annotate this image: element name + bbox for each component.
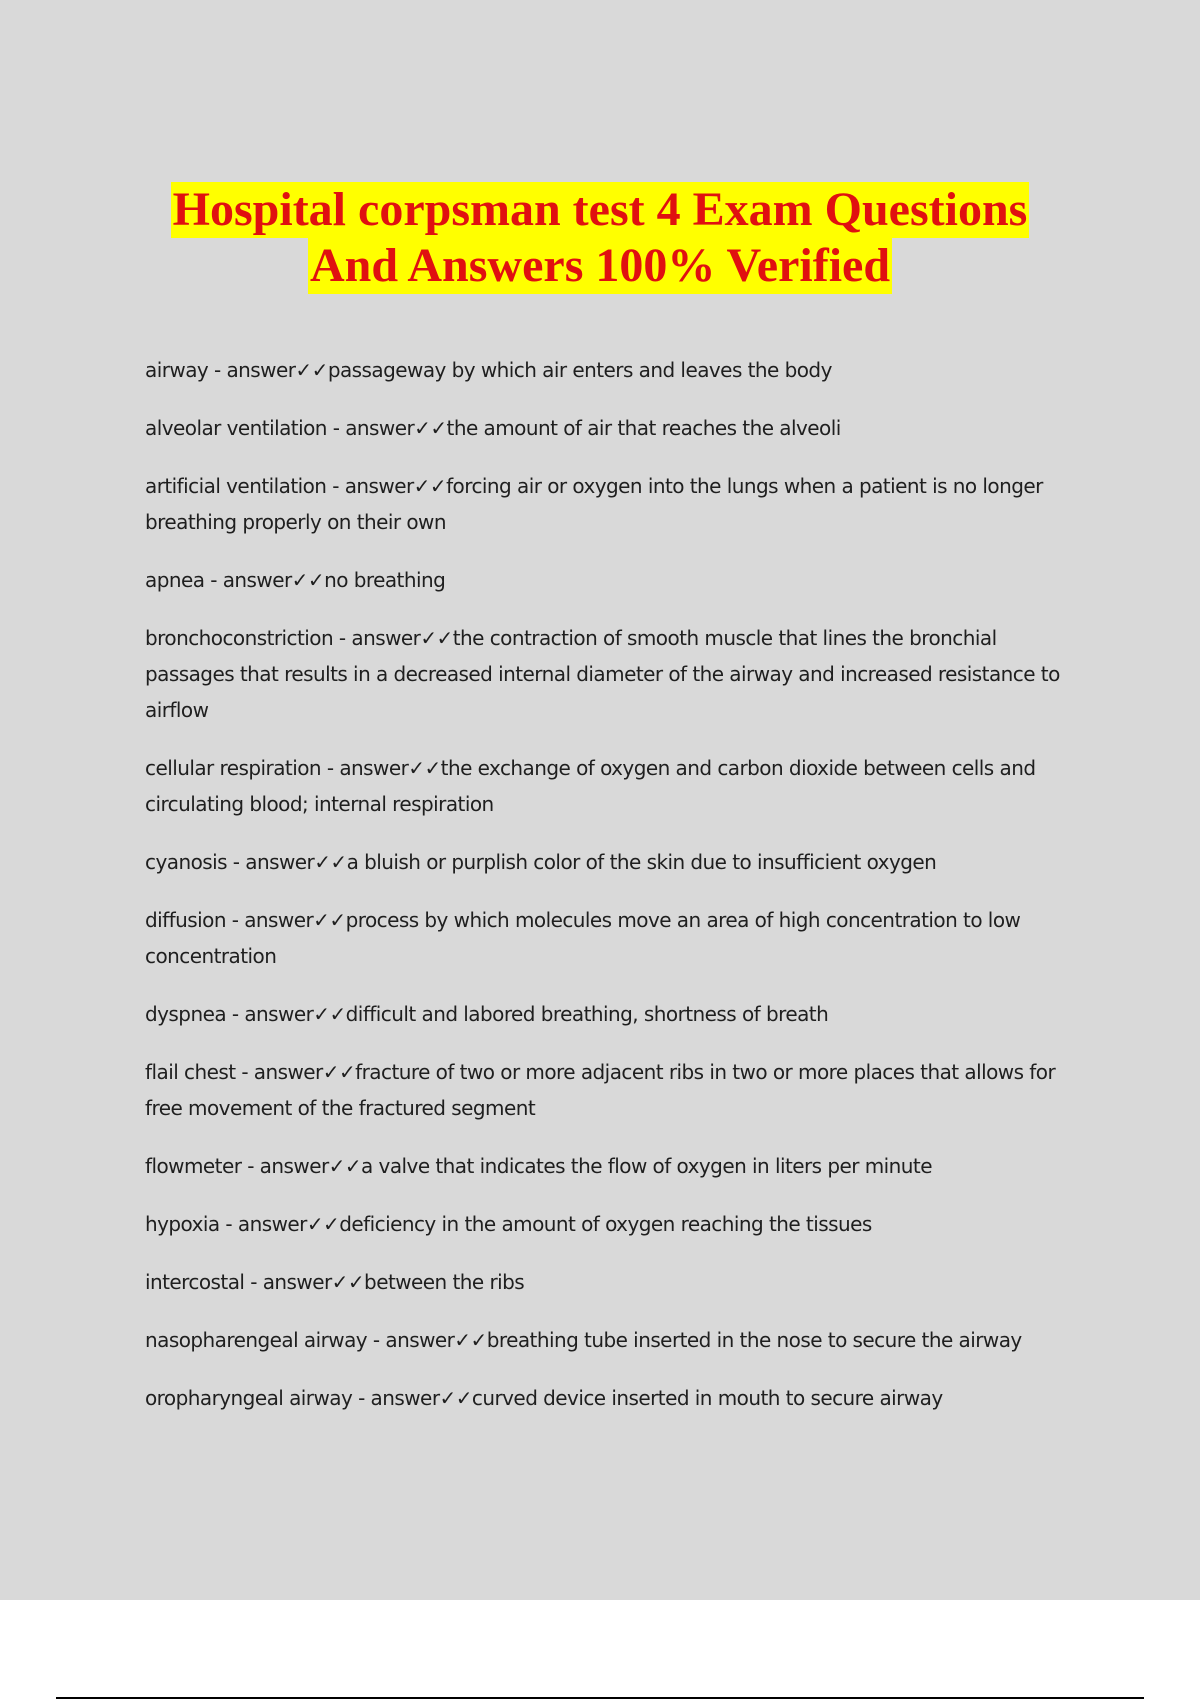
title-line-1: Hospital corpsman test 4 Exam Questions [172, 183, 1028, 236]
qa-item-airway: airway - answer✓✓passageway by which air enters and leaves the body [145, 358, 832, 382]
qa-item-oropharyngeal-airway: oropharyngeal airway - answer✓✓curved device inserted in mouth to secure airway [145, 1386, 943, 1410]
qa-item-hypoxia: hypoxia - answer✓✓deficiency in the amount of oxygen reaching the tissues [145, 1212, 872, 1236]
qa-list [145, 352, 1090, 1438]
qa-item-alveolar-ventilation: alveolar ventilation - answer✓✓the amount of air that reaches the alveoli [145, 416, 841, 440]
qa-item-dyspnea: dyspnea - answer✓✓difficult and labored breathing, shortness of breath [145, 1002, 829, 1026]
title-line-2: And Answers 100% Verified [309, 239, 891, 292]
qa-item-cyanosis: cyanosis - answer✓✓a bluish or purplish color of the skin due to insufficient oxygen [145, 850, 937, 874]
qa-item-cellular-respiration: cellular respiration - answer✓✓the exchange of oxygen and carbon dioxide between cells and circulating blood; internal respiration [145, 756, 1036, 816]
qa-item-intercostal: intercostal - answer✓✓between the ribs [145, 1270, 525, 1294]
qa-item-artificial-ventilation: artificial ventilation - answer✓✓forcing air or oxygen into the lungs when a patient is no longer breathing properly on their own [145, 474, 1043, 534]
bottom-divider [56, 1697, 1144, 1699]
qa-item-flowmeter: flowmeter - answer✓✓a valve that indicates the flow of oxygen in liters per minute [145, 1154, 932, 1178]
page-title [0, 182, 1200, 294]
qa-item-diffusion: diffusion - answer✓✓process by which molecules move an area of high concentration to low concentration [145, 908, 1021, 968]
qa-item-bronchoconstriction: bronchoconstriction - answer✓✓the contraction of smooth muscle that lines the bronchial passages that results in a decreased internal diameter of the airway and increased resistance to airflow [145, 626, 1060, 722]
qa-item-nasopharengeal-airway: nasopharengeal airway - answer✓✓breathing tube inserted in the nose to secure the airway [145, 1328, 1022, 1352]
qa-item-flail-chest: flail chest - answer✓✓fracture of two or more adjacent ribs in two or more places that allows for free movement of the fractured segment [145, 1060, 1056, 1120]
qa-item-apnea: apnea - answer✓✓no breathing [145, 568, 446, 592]
